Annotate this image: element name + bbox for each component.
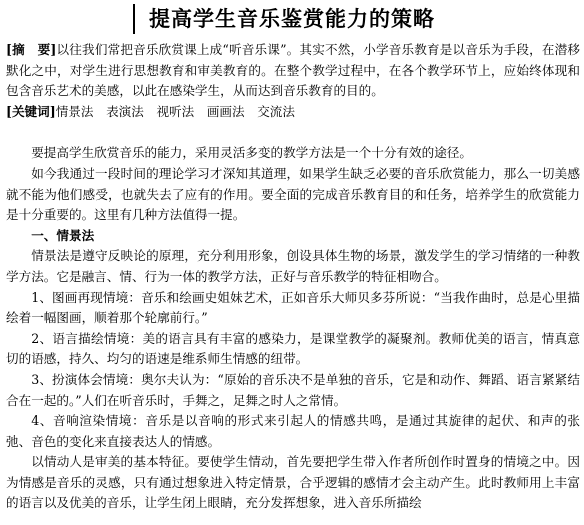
abstract-paragraph [6,40,580,102]
keywords-paragraph [6,102,580,123]
abstract-label: [摘 要] [6,42,57,57]
intro-paragraph-1: 要提高学生欣赏音乐的能力，采用灵活多变的教学方法是一个十分有效的途径。 [31,145,472,161]
section-heading-1: 一、情景法 [31,227,95,243]
intro-paragraph-2: 如今我通过一段时间的理论学习才深知其道理，如果学生缺乏必要的音乐欣赏能力，那么一切美感就不能为他们感受，也就失去了应有的作用。要全面的完成音乐教育目的和任务，培养学生的欣赏能力是十分重要的。这里有几种方法值得一提。 [6,165,580,223]
keywords-label: [关键词] [6,103,56,119]
abstract-text: 以往我们常把音乐欣赏课上成“听音乐课”。其实不然，小学音乐教育是以音乐为手段，在潜移默化之中，对学生进行思想教育和审美教育的。在整个教学过程中，在各个教学环节上，应始终体现和包含音乐艺术的美感，以此在感染学生，从而达到音乐教育的目的。 [6,42,580,99]
blank-line [6,122,580,143]
list-item-3: 3、扮演体会情境：奥尔夫认为：“原始的音乐决不是单独的音乐，它是和动作、舞蹈、语言紧紧结合在一起的。”人们在听音乐时，手舞之，足舞之时人之常情。 [6,371,580,408]
document-body [6,40,580,514]
list-item-1: 1、图画再现情境：音乐和绘画史姐妹艺术，正如音乐大师贝多芬所说：“当我作曲时，总是心里描绘着一幅图画，顺着那个轮廓前行。” [6,289,580,326]
list-item-2: 2、语言描绘情境：美的语言具有丰富的感染力，是课堂教学的凝聚剂。教师优美的语言，情真意切的语感，持久、均匀的语速是维系师生情感的纽带。 [6,330,580,367]
section-1-paragraph: 情景法是遵守反映论的原理，充分利用形象，创设具体生物的场景，激发学生的学习情绪的一种教学方法。它是融言、情、行为一体的教学方法，正好与音乐教学的特征相吻合。 [6,248,580,284]
document-title: 提高学生音乐鉴赏能力的策略 [149,6,435,31]
closing-paragraph: 以情动人是审美的基本特征。要使学生情动，首先要把学生带入作者所创作时置身的情境之中。因为情感是音乐的灵感，只有通过想象进入特定情景，合乎逻辑的感情才会主动产生。此时教师用上丰富的语言以及优美的音乐，让学生闭上眼睛，充分发挥想象，进入音乐所描绘 [6,454,580,511]
keywords-text: 情景法 表演法 视听法 画画法 交流法 [55,103,295,119]
list-item-4: 4、音响渲染情境：音乐是以音响的形式来引起人的情感共鸣，是通过其旋律的起伏、和声的张弛、音色的变化来直接表达人的情感。 [6,413,580,449]
